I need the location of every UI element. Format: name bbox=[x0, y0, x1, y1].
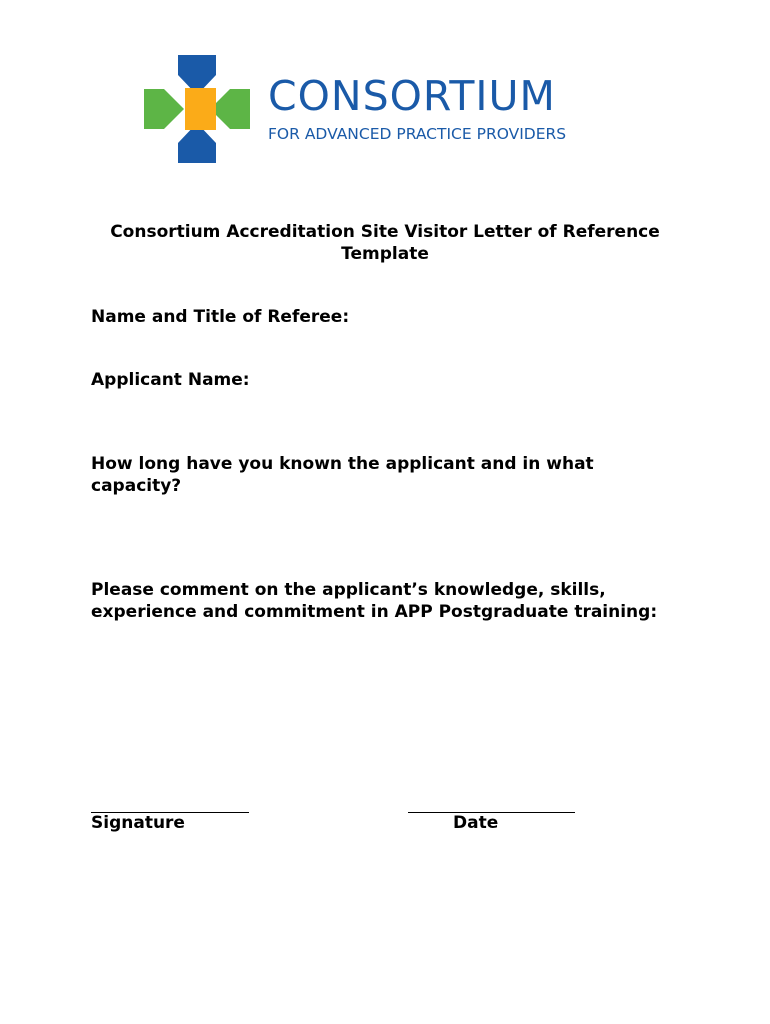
applicant-name-label: Applicant Name: bbox=[91, 370, 250, 390]
consortium-logo bbox=[144, 55, 624, 165]
logo-wordmark: CONSORTIUM bbox=[268, 72, 556, 120]
logo-tagline: FOR ADVANCED PRACTICE PROVIDERS bbox=[268, 125, 567, 143]
date-label: Date bbox=[453, 813, 499, 833]
document-title-line2: Template bbox=[341, 244, 429, 264]
comment-question-line2: experience and commitment in APP Postgraduate training: bbox=[91, 602, 658, 622]
consortium-logo-mark-icon bbox=[144, 55, 250, 163]
how-long-question-line1: How long have you known the applicant and in what bbox=[91, 454, 594, 474]
document-title bbox=[90, 221, 680, 265]
referee-label: Name and Title of Referee: bbox=[91, 307, 350, 327]
document-title-line1: Consortium Accreditation Site Visitor Letter of Reference bbox=[110, 222, 660, 242]
comment-question bbox=[91, 579, 691, 623]
comment-question-line1: Please comment on the applicant’s knowledge, skills, bbox=[91, 580, 606, 600]
signature-label: Signature bbox=[91, 813, 185, 833]
how-long-question bbox=[91, 453, 691, 497]
how-long-question-line2: capacity? bbox=[91, 476, 182, 496]
